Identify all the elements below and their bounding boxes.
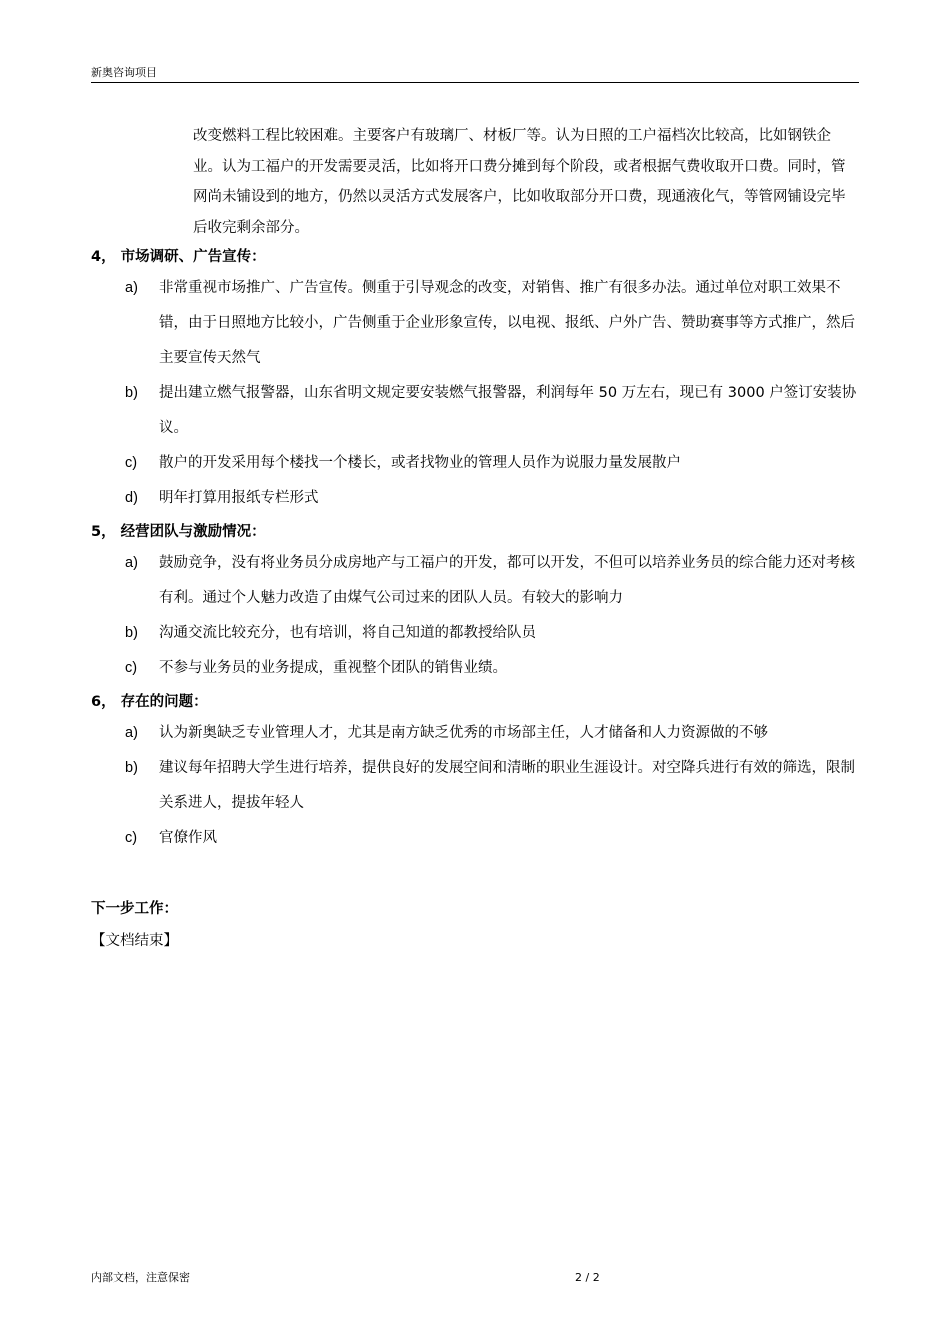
list-marker: b) (125, 625, 138, 641)
list-item (125, 546, 859, 616)
section-title: 4， 市场调研、广告宣传： (91, 249, 266, 265)
list-item (125, 616, 859, 651)
list-item-text: 认为新奥缺乏专业管理人才，尤其是南方缺乏优秀的市场部主任，人才储备和人力资源做的不够 (159, 725, 768, 741)
document-end-mark: 【文档结束】 (91, 933, 178, 949)
section-6 (91, 690, 859, 856)
list-item-text: 鼓励竞争，没有将业务员分成房地产与工福户的开发，都可以开发，不但可以培养业务员的综合能力还对考核有利。通过个人魅力改造了由煤气公司过来的团队人员。有较大的影响力 (159, 555, 855, 606)
list-item-text: 建议每年招聘大学生进行培养，提供良好的发展空间和清晰的职业生涯设计。对空降兵进行有效的筛选，限制关系进人，提拔年轻人 (159, 760, 855, 811)
footer-page-number: 2 / 2 (575, 1271, 600, 1284)
list-marker: c) (125, 830, 138, 846)
list-marker: c) (125, 660, 138, 676)
section-title: 6， 存在的问题： (91, 694, 208, 710)
list-item (125, 751, 859, 821)
list-item-text: 官僚作风 (159, 830, 217, 846)
list-item (125, 271, 859, 376)
list-item (125, 481, 859, 516)
list-item-text: 明年打算用报纸专栏形式 (159, 490, 319, 506)
list-marker: b) (125, 385, 138, 401)
list-marker: a) (125, 725, 138, 741)
list-item-text: 提出建立燃气报警器，山东省明文规定要安装燃气报警器，利润每年 50 万左右，现已有 3000 户签订安装协议。 (159, 385, 857, 436)
footer-confidential-note: 内部文档，注意保密 (91, 1271, 190, 1284)
list-item (125, 651, 859, 686)
list-item-text: 沟通交流比较充分，也有培训，将自己知道的都教授给队员 (159, 625, 536, 641)
document-body (91, 121, 859, 954)
next-steps-title: 下一步工作： (91, 901, 178, 917)
list-marker: c) (125, 455, 138, 471)
header-title: 新奥咨询项目 (91, 66, 157, 79)
page-header (91, 66, 859, 83)
list-item-text: 非常重视市场推广、广告宣传。侧重于引导观念的改变，对销售、推广有很多办法。通过单位对职工效果不错，由于日照地方比较小，广告侧重于企业形象宣传，以电视、报纸、户外广告、赞助赛事等方式推广，然后主要宣传天然气 (159, 280, 855, 366)
list-item (125, 716, 859, 751)
list-marker: a) (125, 280, 138, 296)
list-item-text: 散户的开发采用每个楼找一个楼长，或者找物业的管理人员作为说服力量发展散户 (159, 455, 681, 471)
list-marker: a) (125, 555, 138, 571)
list-marker: d) (125, 490, 138, 506)
section-title: 5， 经营团队与激励情况： (91, 524, 266, 540)
list-item (125, 821, 859, 856)
section-4 (91, 245, 859, 516)
list-item-text: 不参与业务员的业务提成，重视整个团队的销售业绩。 (159, 660, 507, 676)
list-marker: b) (125, 760, 138, 776)
section-5 (91, 520, 859, 686)
list-item (125, 446, 859, 481)
list-item (125, 376, 859, 446)
intro-paragraph: 改变燃料工程比较困难。主要客户有玻璃厂、材板厂等。认为日照的工户福档次比较高，比如钢铁企业。认为工福户的开发需要灵活，比如将开口费分摊到每个阶段，或者根据气费收取开口费。同时，管网尚未铺设到的地方，仍然以灵活方式发展客户，比如收取部分开口费，现通液化气，等管网铺设完毕后收完剩余部分。 (193, 128, 846, 236)
